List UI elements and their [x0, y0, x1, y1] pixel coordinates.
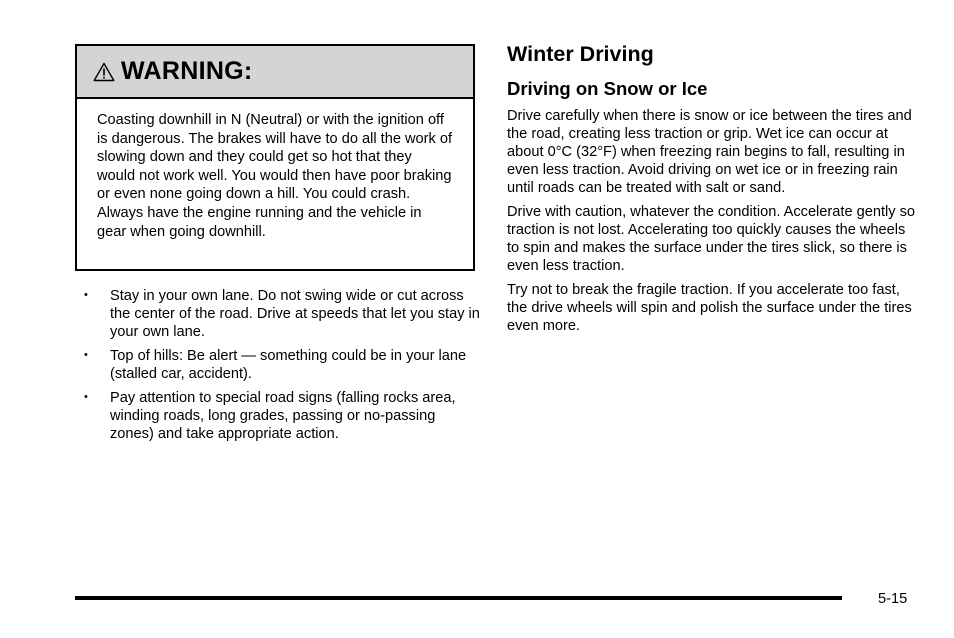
- list-item-text: Pay attention to special road signs (falling rocks area, winding roads, long grades, passing or no-passing zones) and take appropriate action.: [110, 390, 456, 442]
- warning-header: [77, 46, 473, 99]
- warning-title: WARNING:: [121, 57, 253, 85]
- warning-text: Coasting downhill in N (Neutral) or with the ignition off is dangerous. The brakes will have to do all the work of slowing down and they could get so hot that they would not work well. You would then have poor braking or even none going down a hill. You could crash. Always have the engine running and the vehicle in gear when going downhill.: [97, 112, 453, 240]
- list-item-text: Top of hills: Be alert — something could be in your lane (stalled car, accident).: [110, 348, 467, 382]
- section-title: Winter Driving: [507, 42, 654, 66]
- bullet-icon: •: [84, 349, 88, 361]
- warning-box: [75, 44, 475, 271]
- warning-triangle-icon: [93, 62, 115, 82]
- section-subtitle: Driving on Snow or Ice: [507, 78, 708, 99]
- footer-divider: [75, 596, 842, 600]
- safety-bullet-list: [84, 287, 480, 449]
- bullet-icon: •: [84, 289, 88, 301]
- list-item: [84, 287, 480, 341]
- list-item-text: Stay in your own lane. Do not swing wide or cut across the center of the road. Drive at speeds that let you stay in your own lane.: [110, 288, 480, 340]
- list-item: [84, 389, 480, 443]
- page-number: 5-15: [878, 591, 908, 607]
- bullet-icon: •: [84, 391, 88, 403]
- paragraph: Try not to break the fragile traction. If you accelerate too fast, the drive wheels will spin and polish the surface under the tires even more.: [507, 282, 912, 334]
- paragraph: Drive with caution, whatever the condition. Accelerate gently so traction is not lost. Accelerating too quickly causes the wheels to spin and makes the surface under the tires slick, so there is even less traction.: [507, 204, 916, 274]
- paragraph: Drive carefully when there is snow or ice between the tires and the road, creating less traction or grip. Wet ice can occur at about 0°C (32°F) when freezing rain begins to fall, resulting in even less traction. Avoid driving on wet ice or in freezing rain until roads can be treated with salt or sand.: [507, 108, 912, 196]
- list-item: [84, 347, 480, 383]
- winter-driving-section: [507, 40, 917, 341]
